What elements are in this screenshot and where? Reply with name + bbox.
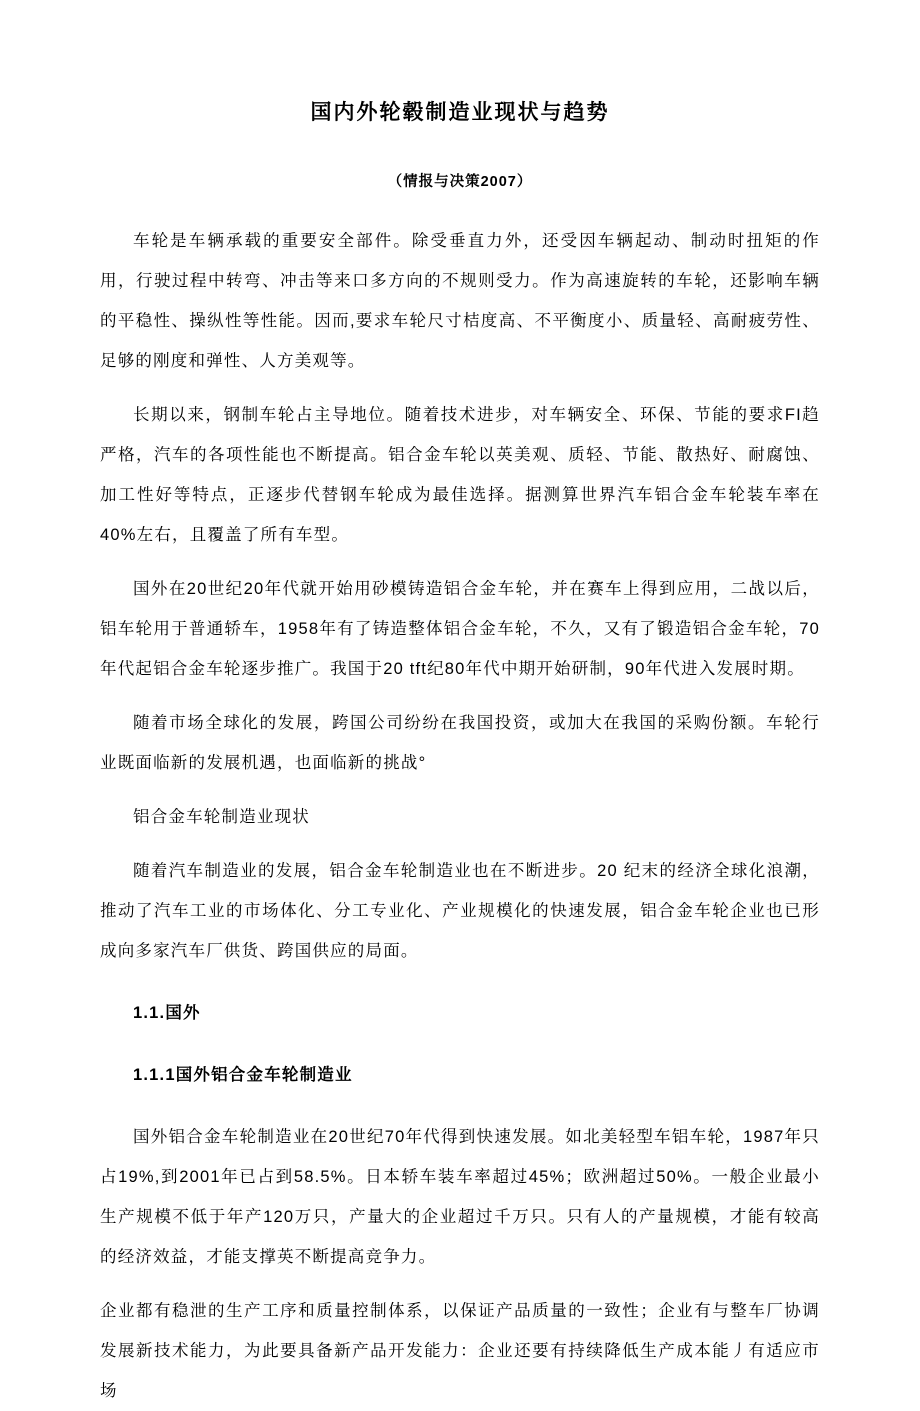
paragraph: 国外在20世纪20年代就开始用砂模铸造铝合金车轮，并在赛车上得到应用，二战以后，铝车轮用于普通轿车，1958年有了铸造整体铝合金车轮，不久，又有了锻造铝合金车轮，70年代起铝合金车轮逐步推广。我国于20 tft纪80年代中期开始研制，90年代进入发展时期。 xyxy=(100,580,820,678)
paragraph: 车轮是车辆承载的重要安全部件。除受垂直力外，还受因车辆起动、制动时扭矩的作用，行驶过程中转弯、冲击等来口多方向的不规则受力。作为高速旋转的车轮，还影响车辆的平稳性、操纵性等性能。因而,要求车轮尺寸桔度高、不平衡度小、质量轻、高耐疲劳性、足够的刚度和弹性、人方美观等。 xyxy=(100,232,820,370)
paragraph: 国外铝合金车轮制造业在20世纪70年代得到快速发展。如北美轻型车铝车轮，1987年只占19%,到2001年已占到58.5%。日本轿车装车率超过45%；欧洲超过50%。一般企业最小生产规模不低于年产120万只，产量大的企业超过千万只。只有人的产量规模，才能有较高的经济效益，才能支撑英不断提高竞争力。 xyxy=(100,1128,820,1266)
document-title: 国内外轮毂制造业现状与趋势 xyxy=(310,101,610,124)
document-subtitle: （情报与决策2007） xyxy=(387,174,533,190)
section-heading: 1.1.1国外铝合金车轮制造业 xyxy=(133,1066,353,1084)
paragraph: 企业都有稳泄的生产工序和质量控制体系，以保证产品质量的一致性；企业有与整车厂协调发展新技术能力，为此要具备新产品开发能力：企业还要有持续降低生产成本能丿有适应市场 xyxy=(100,1302,820,1400)
paragraphs xyxy=(100,221,820,1411)
paragraph: 铝合金车轮制造业现状 xyxy=(133,808,310,826)
paragraph: 随着市场全球化的发展，跨国公司纷纷在我国投资，或加大在我国的采购份额。车轮行业既面临新的发展机遇，也面临新的挑战° xyxy=(100,714,820,772)
paragraph: 随着汽车制造业的发展，铝合金车轮制造业也在不断进步。20 纪末的经济全球化浪潮，推动了汽车工业的市场体化、分工专业化、产业规模化的快速发展，铝合金车轮企业也已形成向多家汽车厂供货、跨国供应的局面。 xyxy=(100,862,820,960)
section-heading: 1.1.国外 xyxy=(133,1004,201,1022)
paragraph: 长期以来，钢制车轮占主导地位。随着技术进步，对车辆安全、环保、节能的要求FI趋严格，汽车的各项性能也不断提高。铝合金车轮以英美观、质轻、节能、散热好、耐腐蚀、加工性好等特点，正逐步代替钢车轮成为最佳选择。据测算世界汽车铝合金车轮装车率在40%左右，且覆盖了所有车型。 xyxy=(100,406,820,544)
